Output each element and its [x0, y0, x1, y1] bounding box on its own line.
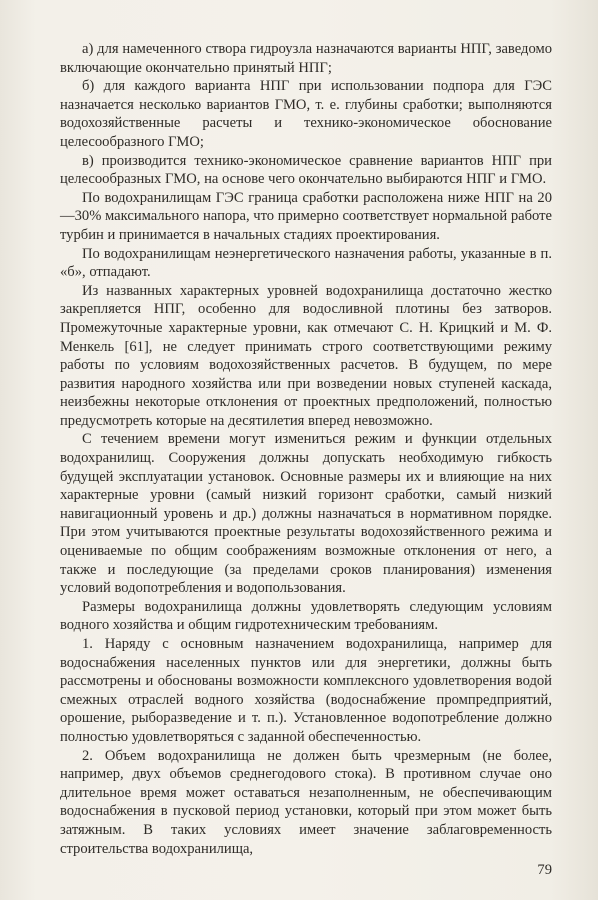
- body-text: [60, 40, 552, 858]
- paragraph-item-1: 1. Наряду с основным назначением водохранилища, например для водоснабжения населенных пунктов или для энергетики, должны быть рассмотрены и обоснованы возможности комплексного удовлетворения водой смежных отраслей водного хозяйства (водоснабжение промпредприятий, орошение, рыборазведение и т. п.). Установленное водопотребление должно полностью удовлетворяться с заданной обеспеченностью.: [60, 636, 552, 745]
- paragraph-item-2: 2. Объем водохранилища не должен быть чрезмерным (не более, например, двух объемов среднегодового стока). В противном случае оно длительное время может оставаться незаполненным, не обеспечивающим водоснабжения в пусковой период установки, который при этом может быть затяжным. В таких условиях имеет значение заблаговременность строительства водохранилища,: [60, 747, 552, 857]
- paragraph-option-c: в) производится технико-экономическое сравнение вариантов НПГ при целесообразных ГМО, на основе чего окончательно выбираются НПГ и ГМО.: [60, 152, 552, 188]
- page-number: 79: [537, 862, 552, 878]
- paragraph-non-energy: По водохранилищам неэнергетического назначения работы, указанные в п. «б», отпадают.: [60, 245, 552, 281]
- paragraph-size-conditions: Размеры водохранилища должны удовлетворять следующим условиям водного хозяйства и общим гидротехническим требованиям.: [60, 598, 552, 634]
- paragraph-flexibility: С течением времени могут измениться режим и функции отдельных водохранилищ. Сооружения должны допускать необходимую гибкость будущей эксплуатации установок. Основные размеры их и влияющие на них характерные уровни (самый низкий горизонт сработки, самый низкий навигационный уровень и др.) должны назначаться в нормативном порядке. При этом учитываются проектные результаты водохозяйственного режима и оцениваемые по общим соображениям возможные отклонения от него, а также и последующие (за пределами сроков планирования) изменения условий водопотребления и водопользования.: [60, 431, 552, 597]
- paragraph-hes-drawdown: По водохранилищам ГЭС граница сработки расположена ниже НПГ на 20—30% максимального напора, что примерно соответствует нормальной работе турбин и принимается в начальных стадиях проектирования.: [60, 189, 552, 243]
- paragraph-option-b: б) для каждого варианта НПГ при использовании подпора для ГЭС назначается несколько вариантов ГМО, т. е. глубины сработки; выполняются водохозяйственные расчеты и технико-экономическое обоснование целесообразного ГМО;: [60, 78, 552, 150]
- paragraph-option-a: а) для намеченного створа гидроузла назначаются варианты НПГ, заведомо включающие окончательно принятый НПГ;: [60, 41, 552, 76]
- paragraph-characteristic-levels: Из названных характерных уровней водохранилища достаточно жестко закрепляется НПГ, особенно для водосливной плотины без затворов. Промежуточные характерные уровни, как отмечают С. Н. Крицкий и М. Ф. Менкель [61], не следует принимать строго соответствующими режиму работы по условиям водохозяйственных расчетов. В будущем, по мере развития народного хозяйства или при возведении новых ступеней каскада, неизбежны некоторые отклонения от проектных предположений, полностью предусмотреть которые на десятилетия вперед невозможно.: [60, 282, 552, 429]
